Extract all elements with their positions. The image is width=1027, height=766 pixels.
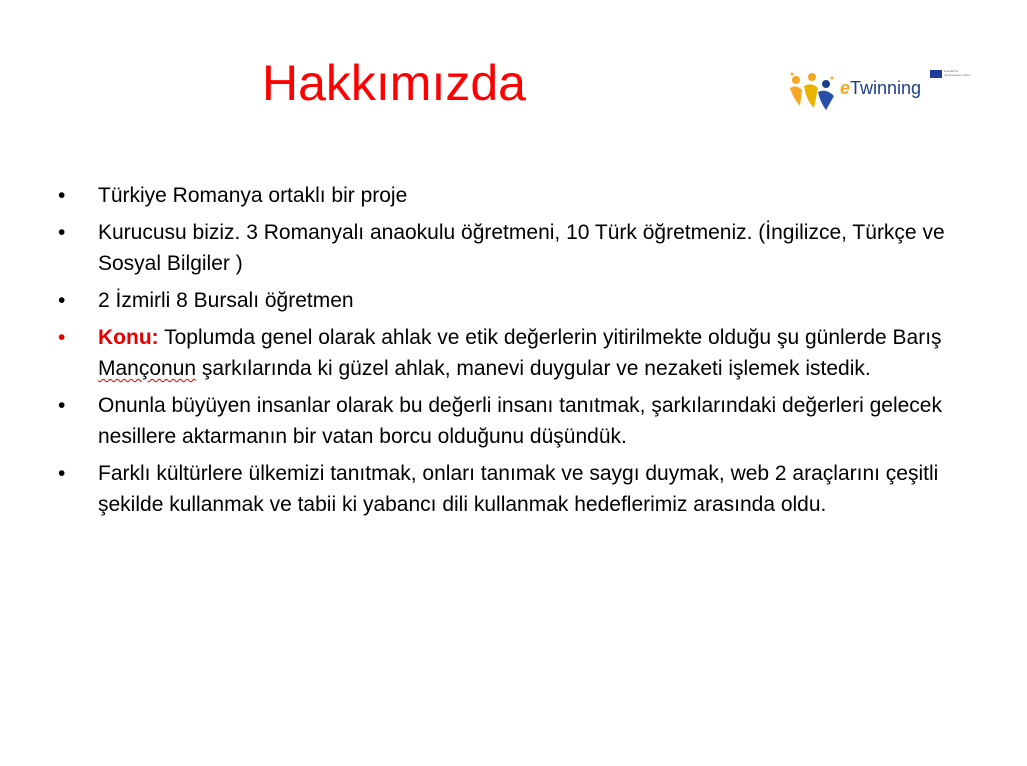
bullet-text: 2 İzmirli 8 Bursalı öğretmen bbox=[98, 289, 354, 312]
eu-funding-line2: the European Union bbox=[944, 73, 971, 77]
topic-label: Konu: bbox=[98, 326, 159, 349]
slide-title: Hakkımızda bbox=[262, 55, 526, 111]
etwinning-e: e bbox=[840, 78, 851, 98]
bullet-item-topic bbox=[58, 322, 988, 384]
bullet-dot: • bbox=[58, 326, 66, 349]
bullet-item bbox=[58, 180, 988, 211]
etwinning-wordmark bbox=[840, 78, 921, 99]
bullet-dot: • bbox=[58, 462, 66, 485]
bullet-text: Kurucusu biziz. 3 Romanyalı anaokulu öğretmeni, 10 Türk öğretmeniz. (İngilizce, Türkçe ve Sosyal Bilgiler ) bbox=[98, 221, 945, 275]
etwinning-name: Twinning bbox=[850, 78, 922, 98]
bullet-item bbox=[58, 285, 988, 316]
bullet-text: Onunla büyüyen insanlar olarak bu değerli insanı tanıtmak, şarkılarındaki değerleri gelecek nesillere aktarmanın bir vatan borcu olduğunu düşündük. bbox=[98, 394, 942, 448]
bullet-text: Farklı kültürlere ülkemizi tanıtmak, onları tanımak ve saygı duymak, web 2 araçlarını çeşitli şekilde kullanmak ve tabii ki yabancı dili kullanmak hedeflerimiz arasında oldu. bbox=[98, 462, 939, 516]
eu-funding-line1: Funded by bbox=[944, 69, 959, 73]
topic-text-before: Toplumda genel olarak ahlak ve etik değerlerin yitirilmekte olduğu şu günlerde Barış bbox=[158, 326, 942, 349]
bullet-text: Türkiye Romanya ortaklı bir proje bbox=[98, 184, 408, 207]
etwinning-figures-icon bbox=[786, 70, 838, 112]
bullet-dot: • bbox=[58, 289, 66, 312]
bullet-item bbox=[58, 217, 988, 279]
bullet-dot: • bbox=[58, 221, 66, 244]
bullet-list bbox=[58, 180, 988, 526]
topic-text-after: şarkılarında ki güzel ahlak, manevi duygular ve nezaketi işlemek istedik. bbox=[196, 357, 871, 380]
bullet-dot: • bbox=[58, 184, 66, 207]
spellcheck-flagged-word: Mançonun bbox=[98, 357, 197, 380]
bullet-item bbox=[58, 458, 988, 520]
eu-flag-icon bbox=[930, 70, 942, 78]
bullet-dot: • bbox=[58, 394, 66, 417]
etwinning-logo bbox=[786, 66, 976, 114]
eu-funding-text bbox=[944, 69, 971, 77]
bullet-item bbox=[58, 390, 988, 452]
